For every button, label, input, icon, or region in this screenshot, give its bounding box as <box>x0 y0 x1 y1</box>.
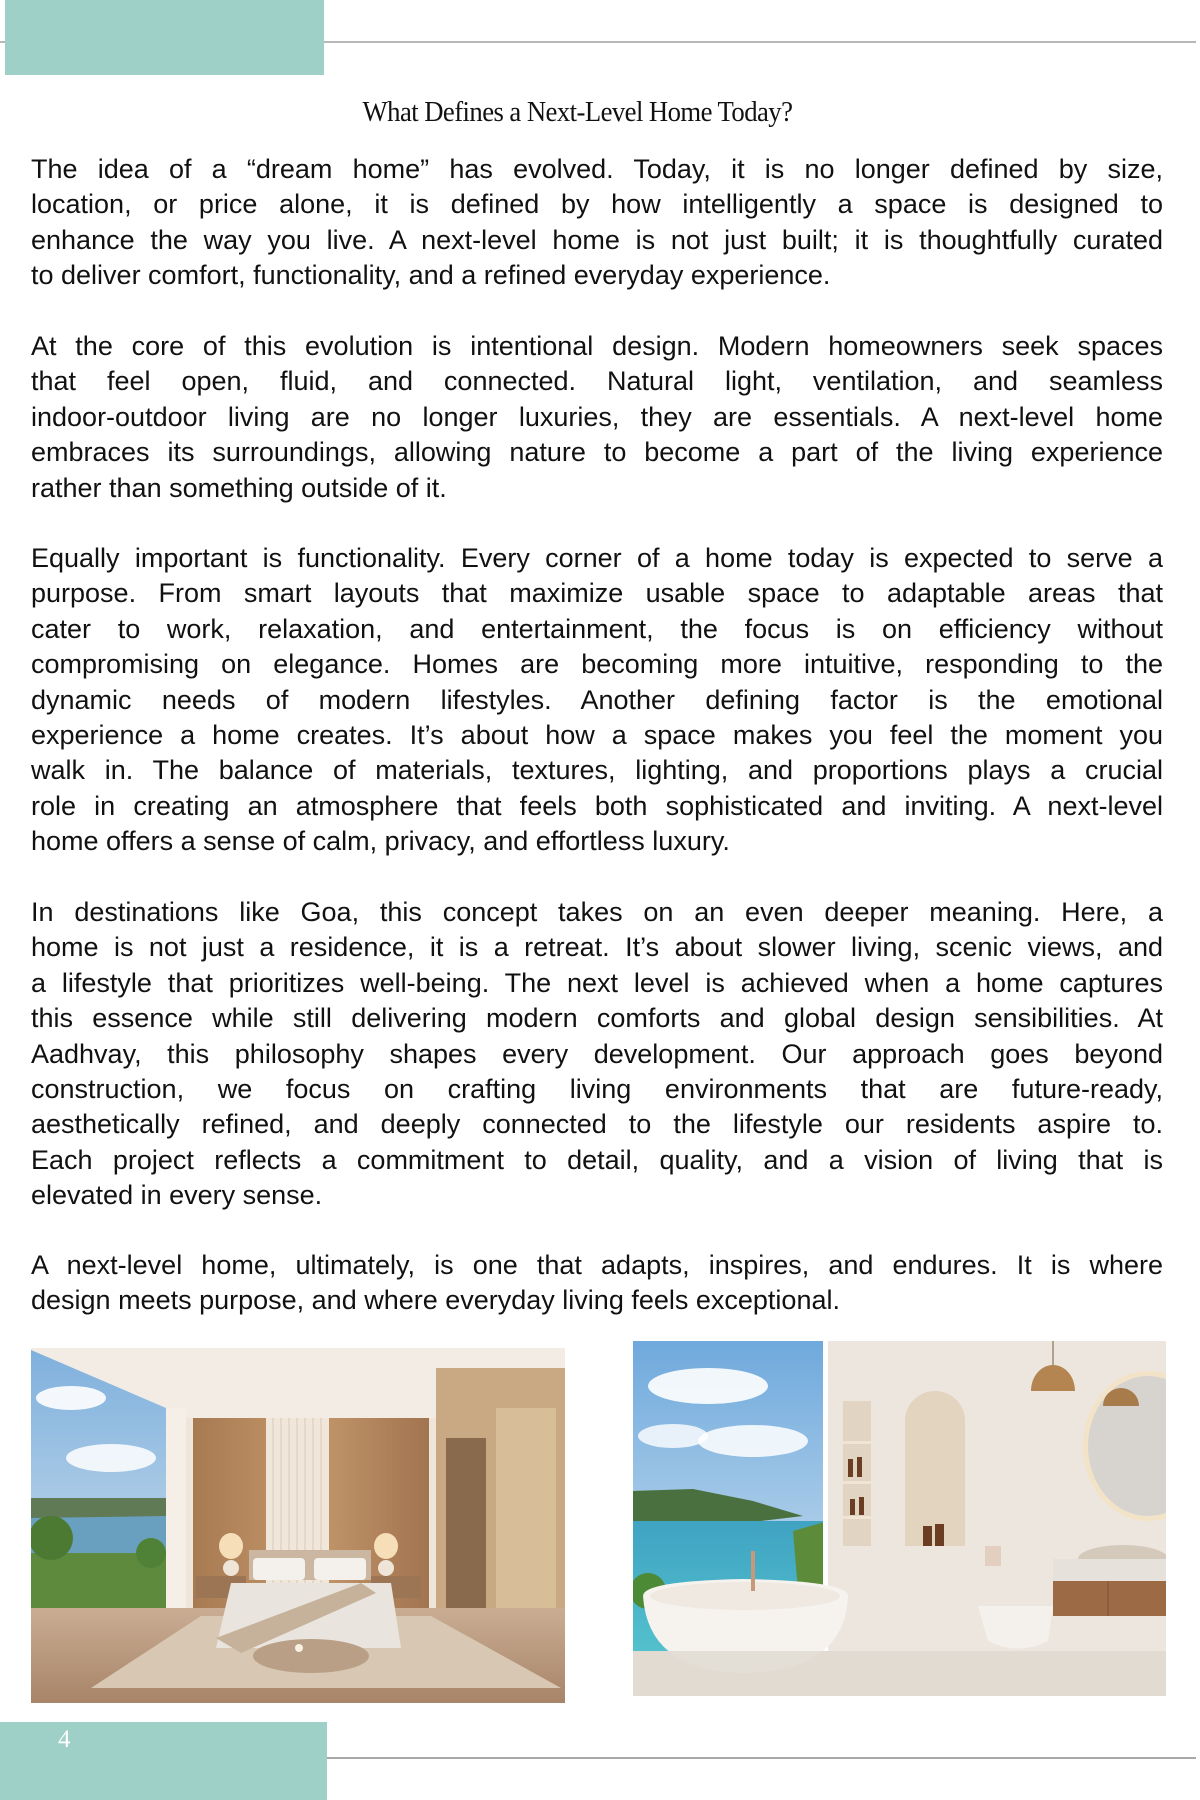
paragraph-2 <box>31 329 1163 506</box>
paragraph-3 <box>31 541 1163 860</box>
text-line: home offers a sense of calm, privacy, and effortless luxury. <box>31 826 730 857</box>
paragraph-5 <box>31 1248 1163 1319</box>
text-line: role in creating an atmosphere that feels both sophisticated and inviting. A next-level <box>31 790 1163 821</box>
text-line: In destinations like Goa, this concept takes on an even deeper meaning. Here, a <box>31 897 1163 927</box>
text-line: rather than something outside of it. <box>31 472 447 503</box>
text-line: a lifestyle that prioritizes well-being. The next level is achieved when a home captures <box>31 967 1163 998</box>
text-line: embraces its surroundings, allowing nature to become a part of the living experience <box>31 437 1163 468</box>
text-line: Aadhvay, this philosophy shapes every development. Our approach goes beyond <box>31 1038 1163 1069</box>
page-title: What Defines a Next-Level Home Today? <box>362 96 793 128</box>
text-line: location, or price alone, it is defined by how intelligently a space is designed to <box>31 189 1163 220</box>
text-line: construction, we focus on crafting living environments that are future-ready, <box>31 1073 1163 1104</box>
text-line: home is not just a residence, it is a retreat. It’s about slower living, scenic views, and <box>31 932 1163 963</box>
paragraph-1 <box>31 152 1163 294</box>
text-line: experience a home creates. It’s about how a space makes you feel the moment you <box>31 719 1163 750</box>
text-line: The idea of a “dream home” has evolved. Today, it is no longer defined by size, <box>31 154 1163 184</box>
text-line: dynamic needs of modern lifestyles. Another defining factor is the emotional <box>31 684 1163 715</box>
text-line: purpose. From smart layouts that maximize usable space to adaptable areas that <box>31 578 1163 609</box>
bedroom-photo <box>31 1348 565 1703</box>
text-line: that feel open, fluid, and connected. Natural light, ventilation, and seamless <box>31 366 1163 397</box>
text-line: this essence while still delivering modern comforts and global design sensibilities. At <box>31 1003 1163 1034</box>
text-line: At the core of this evolution is intentional design. Modern homeowners seek spaces <box>31 331 1163 361</box>
text-line: to deliver comfort, functionality, and a refined everyday experience. <box>31 260 831 291</box>
text-line: walk in. The balance of materials, textures, lighting, and proportions plays a crucial <box>31 755 1163 786</box>
footer-rule <box>327 1757 1196 1759</box>
text-line: aesthetically refined, and deeply connected to the lifestyle our residents aspire to. <box>31 1109 1163 1140</box>
text-line: elevated in every sense. <box>31 1180 323 1211</box>
paragraph-4 <box>31 895 1163 1214</box>
text-line: cater to work, relaxation, and entertainment, the focus is on efficiency without <box>31 613 1163 644</box>
text-line: enhance the way you live. A next-level home is not just built; it is thoughtfully curated <box>31 224 1163 255</box>
text-line: compromising on elegance. Homes are becoming more intuitive, responding to the <box>31 649 1163 680</box>
bathroom-illustration <box>633 1341 1166 1696</box>
header-accent-block <box>5 0 324 75</box>
footer-accent-block <box>0 1722 327 1800</box>
text-line: A next-level home, ultimately, is one that adapts, inspires, and endures. It is where <box>31 1250 1163 1280</box>
text-line: design meets purpose, and where everyday living feels exceptional. <box>31 1285 840 1316</box>
text-line: Equally important is functionality. Every corner of a home today is expected to serve a <box>31 543 1163 573</box>
bedroom-illustration <box>31 1348 565 1703</box>
text-line: Each project reflects a commitment to detail, quality, and a vision of living that is <box>31 1144 1163 1175</box>
text-line: indoor-outdoor living are no longer luxuries, they are essentials. A next-level home <box>31 401 1163 432</box>
bathroom-photo <box>633 1341 1166 1696</box>
page-number: 4 <box>58 1726 71 1753</box>
